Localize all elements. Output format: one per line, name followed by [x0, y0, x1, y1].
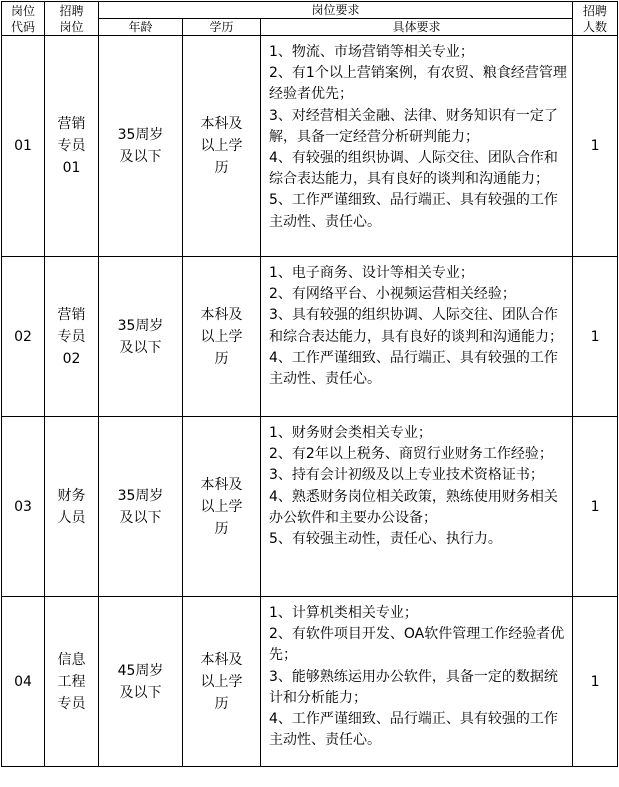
row-details [261, 417, 573, 597]
list-item: 1、财务财会类相关专业； [269, 425, 432, 441]
row-education: 本科及以上学历 [183, 257, 261, 417]
row-count: 1 [573, 36, 618, 257]
list-item: 4、有较强的组织协调、人际交往、团队合作和综合表达能力，具有良好的谈判和沟通能力； [269, 150, 558, 188]
row-age: 45周岁及以下 [99, 597, 183, 767]
list-item: 3、对经营相关金融、法律、财务知识有一定了解，具备一定经营分析研判能力； [269, 107, 558, 145]
row-position: 营销专员01 [45, 36, 99, 257]
list-item: 3、能够熟练运用办公软件，具备一定的数据统计和分析能力； [269, 668, 558, 706]
row-code: 03 [2, 417, 45, 597]
row-details [261, 36, 573, 257]
list-item: 4、工作严谨细致、品行端正、具有较强的工作主动性、责任心。 [269, 349, 558, 388]
row-age: 35周岁及以下 [99, 417, 183, 597]
list-item: 3、持有会计初级及以上专业技术资格证书； [269, 467, 544, 484]
list-item: 2、有1个以上营销案例，有农贸、粮食经营管理经验者优先； [269, 65, 567, 103]
row-education: 本科及以上学历 [183, 36, 261, 257]
list-item: 5、有较强主动性，责任心、执行力。 [269, 531, 502, 548]
list-item: 1、物流、市场营销等相关专业； [269, 44, 474, 60]
list-item: 1、计算机类相关专业； [269, 605, 418, 621]
row-details [261, 597, 573, 767]
header-details: 具体要求 [261, 19, 573, 36]
list-item: 4、熟悉财务岗位相关政策，熟练使用财务相关办公软件和主要办公设备； [269, 488, 558, 526]
header-age: 年龄 [99, 19, 183, 36]
recruitment-table [1, 1, 618, 767]
row-count: 1 [573, 257, 618, 417]
table-row [2, 597, 618, 767]
header-education: 学历 [183, 19, 261, 36]
list-item: 2、有2年以上税务、商贸行业财务工作经验； [269, 446, 553, 463]
row-age: 35周岁及以下 [99, 36, 183, 257]
header-count: 招聘人数 [573, 2, 618, 36]
header-position: 招聘岗位 [45, 2, 99, 36]
list-item: 5、工作严谨细致、品行端正、具有较强的工作主动性、责任心。 [269, 192, 558, 230]
row-position: 财务人员 [45, 417, 99, 597]
list-item: 2、有网络平台、小视频运营相关经验； [269, 286, 516, 303]
row-education: 本科及以上学历 [183, 597, 261, 767]
row-code: 02 [2, 257, 45, 417]
row-count: 1 [573, 417, 618, 597]
list-item: 2、有软件项目开发、OA软件管理工作经验者优先； [269, 626, 565, 664]
row-code: 01 [2, 36, 45, 257]
row-count: 1 [573, 597, 618, 767]
row-education: 本科及以上学历 [183, 417, 261, 597]
header-requirements: 岗位要求 [99, 2, 573, 19]
table-row [2, 257, 618, 417]
row-details [261, 257, 573, 417]
table-row [2, 36, 618, 257]
table-row [2, 417, 618, 597]
row-position: 营销专员02 [45, 257, 99, 417]
list-item: 4、工作严谨细致、品行端正、具有较强的工作主动性、责任心。 [269, 711, 558, 749]
list-item: 1、电子商务、设计等相关专业； [269, 265, 474, 281]
row-position: 信息工程专员 [45, 597, 99, 767]
row-code: 04 [2, 597, 45, 767]
list-item: 3、具有较强的组织协调、人际交往、团队合作和综合表达能力，具有良好的谈判和沟通能力； [269, 307, 563, 345]
row-age: 35周岁及以下 [99, 257, 183, 417]
header-code: 岗位代码 [2, 2, 45, 36]
